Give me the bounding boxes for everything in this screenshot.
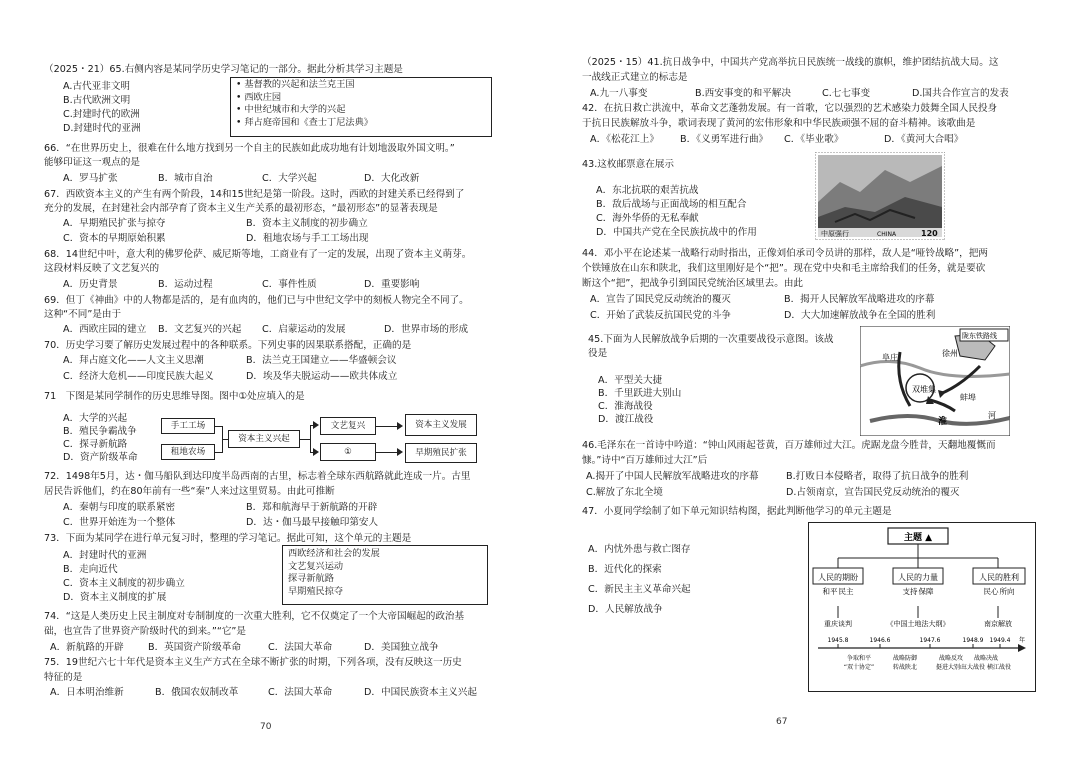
q66-option-d[interactable]: D．大化改新 — [364, 173, 420, 184]
timeline-event: 战略反攻 — [938, 655, 964, 662]
q47-option-c[interactable]: C．新民主主义革命兴起 — [588, 584, 691, 595]
q71-option-a[interactable]: A．大学的兴起 — [63, 413, 128, 424]
q46-option-c[interactable]: C.解放了东北全境 — [586, 487, 663, 498]
page-number: 70 — [260, 722, 272, 732]
q68-option-d[interactable]: D．重要影响 — [364, 279, 420, 290]
diagram-header: 人民的力量 — [898, 573, 938, 582]
q70-option-d[interactable]: D．埃及华夫脱运动——欧共体成立 — [246, 371, 398, 382]
q42-stem: 于抗日民族解放斗争，歌词表现了黄河的宏伟形象和中华民族顽强不屈的奋斗精神。该歌曲是 — [582, 118, 976, 129]
q71-option-d[interactable]: D．资产阶级革命 — [63, 452, 138, 463]
q73-option-a[interactable]: A．封建时代的亚洲 — [63, 550, 147, 561]
q75-option-d[interactable]: D．中国民族资本主义兴起 — [364, 687, 477, 698]
q69-stem: 这种“不同”是由于 — [44, 309, 122, 320]
q66-option-b[interactable]: B．城市自治 — [158, 173, 213, 184]
timeline-unit: 年 — [1018, 637, 1026, 644]
q73-note: 西欧经济和社会的发展 — [288, 548, 380, 559]
q42-option-d[interactable]: D．《黄河大合唱》 — [884, 134, 964, 145]
q74-option-c[interactable]: C．法国大革命 — [268, 642, 333, 653]
q45-option-c[interactable]: C．淮海战役 — [598, 401, 653, 412]
q65-note: • 中世纪城市和大学的兴起 — [236, 104, 346, 115]
q68-option-a[interactable]: A．历史背景 — [63, 279, 118, 290]
q73-option-d[interactable]: D．资本主义制度的扩展 — [63, 592, 167, 603]
q70-option-a[interactable]: A．拜占庭文化——人文主义思潮 — [63, 355, 204, 366]
q73-option-c[interactable]: C．资本主义制度的初步确立 — [63, 578, 185, 589]
q73-note: 探寻新航路 — [288, 573, 334, 584]
q73-note: 文艺复兴运动 — [288, 560, 344, 572]
timeline-event: 三大战役 横江战役 — [961, 664, 1011, 671]
q71-node: 手工工场 — [161, 418, 215, 434]
q46-stem: 慷。”诗中“百万雄师过大江”后 — [582, 455, 708, 466]
q72-option-a[interactable]: A．秦朝与印度的联系紧密 — [63, 502, 176, 513]
q75-stem: 75．19世纪六七十年代是资本主义生产方式在全球不断扩张的时期，下列各项，没有反映这一历史 — [44, 657, 462, 668]
q65-note: • 基督教的兴起和法兰克王国 — [236, 79, 355, 90]
q65-note: • 西欧庄园 — [236, 91, 282, 103]
timeline-event: 战略防御 — [892, 655, 918, 662]
q41-option-c[interactable]: C.七七事变 — [822, 88, 871, 99]
map-label: 陇东铁路线 — [962, 332, 997, 340]
q73-note: 早期殖民掠夺 — [288, 585, 344, 597]
q69-option-a[interactable]: A．西欧庄园的建立 — [63, 324, 147, 335]
q75-stem: 特征的是 — [44, 672, 83, 683]
q71-option-c[interactable]: C．探寻新航路 — [63, 439, 128, 450]
q65-option-a[interactable]: A.古代亚非文明 — [63, 81, 131, 92]
q74-option-a[interactable]: A．新航路的开辟 — [50, 642, 124, 653]
diagram-sub: 保障 — [918, 587, 934, 596]
q73-stem: 73．下面为某同学在进行单元复习时，整理的学习笔记。据此可知，这个单元的主题是 — [44, 533, 412, 544]
q71-blank-node: ① — [320, 443, 376, 461]
q67-option-b[interactable]: B．资本主义制度的初步确立 — [246, 218, 368, 229]
q43-option-a[interactable]: A．东北抗联的艰苦抗战 — [596, 185, 699, 196]
q72-stem: 72．1498年5月，达・伽马船队到达印度半岛西南的古里，标志着全球东西航路就此连成一片。古里 — [44, 471, 471, 482]
q73-option-b[interactable]: B．走向近代 — [63, 564, 118, 575]
q72-option-b[interactable]: B．郑和航海早于新航路的开辟 — [246, 502, 378, 513]
q75-option-b[interactable]: B．俄国农奴制改革 — [155, 687, 239, 698]
stamp-country: CHINA — [877, 231, 897, 238]
diagram-header: 人民的期盼 — [818, 573, 858, 582]
q47-stem: 47．小夏同学绘制了如下单元知识结构图，据此判断他学习的单元主题是 — [582, 506, 892, 517]
q71-node: 文艺复兴 — [320, 417, 376, 435]
q41-option-d[interactable]: D.国共合作宣言的发表 — [912, 88, 1009, 99]
q65-notes-box — [230, 77, 492, 137]
q43-option-b[interactable]: B．敌后战场与正面战场的相互配合 — [596, 199, 747, 210]
timeline-event: 争取和平 — [846, 655, 872, 662]
diagram-sub: 民心 — [983, 587, 999, 596]
q46-option-a[interactable]: A.揭开了中国人民解放军战略进攻的序幕 — [586, 471, 759, 482]
q74-stem: 74．“这是人类历史上民主制度对专制制度的一次重大胜利，它不仅奠定了一个大帝国崛起的政治基 — [44, 611, 465, 622]
diagram-event: 《中国土地法大纲》 — [886, 620, 950, 628]
q71-node: 早期殖民扩张 — [405, 443, 477, 463]
q45-option-a[interactable]: A．平型关大捷 — [598, 375, 663, 386]
q74-stem: 础，也宣告了世界资产阶级时代的到来。”“它”是 — [44, 626, 246, 637]
q66-stem: 66．“在世界历史上，很难在什么地方找到另一个自主的民族如此成功地有计划地汲取外国文明。” — [44, 143, 455, 154]
q67-option-c[interactable]: C．资本的早期原始积累 — [63, 233, 166, 244]
q43-stem: 43.这枚邮票意在展示 — [582, 159, 675, 170]
q65-option-b[interactable]: B.古代欧洲文明 — [63, 95, 131, 106]
timeline-event: “双十协定” — [843, 664, 875, 671]
q72-option-c[interactable]: C．世界开始连为一个整体 — [63, 517, 176, 528]
diagram-title: 主题 ▲ — [903, 533, 933, 543]
q71-stem: 71 下图是某同学制作的历史思维导图。图中①处应填入的是 — [44, 391, 305, 402]
q44-option-c[interactable]: C．开始了武装反抗国民党的斗争 — [590, 310, 732, 321]
timeline-event: 挺进大别山 — [935, 664, 967, 671]
q45-stem: 役是 — [588, 348, 608, 359]
q68-stem: 68．14世纪中叶，意大利的佛罗伦萨、威尼斯等地，工商业有了一定的发展，出现了资本主义萌芽。 — [44, 249, 472, 260]
diagram-sub: 所向 — [999, 587, 1015, 596]
q42-stem: 42．在抗日救亡洪流中，革命文艺蓬勃发展。有一首歌，它以强烈的艺术感染力鼓舞全国人民投身 — [582, 103, 998, 114]
q44-stem: 44．邓小平在论述某一战略行动时指出，正像刘伯承司令员讲的那样，敌人是“哑铃战略”，把两 — [582, 248, 988, 259]
timeline-date: 1945.8 — [827, 637, 849, 644]
q70-stem: 70．历史学习要了解历史发展过程中的各种联系。下列史事的因果联系搭配，正确的是 — [44, 340, 412, 351]
timeline-date: 1949.4 — [989, 637, 1011, 644]
diagram-header: 人民的胜利 — [979, 573, 1019, 582]
q66-option-a[interactable]: A．罗马扩张 — [63, 173, 118, 184]
q45-battle-map — [860, 326, 1010, 436]
q44-option-d[interactable]: D．大大加速解放战争在全国的胜利 — [784, 310, 936, 321]
q68-stem: 这段材料反映了文艺复兴的 — [44, 263, 160, 274]
map-label: 双堆集 — [912, 385, 936, 394]
q71-node: 租地农场 — [161, 444, 215, 460]
q67-option-d[interactable]: D．租地农场与手工工场出现 — [246, 233, 369, 244]
q41-option-a[interactable]: A.九一八事变 — [590, 88, 648, 99]
q41-option-b[interactable]: B.西安事变的和平解决 — [695, 88, 791, 99]
right-page — [540, 0, 1080, 764]
q67-stem: 67．西欧资本主义的产生有两个阶段，14和15世纪是第一阶段。这时，西欧的封建关系已经得到了 — [44, 189, 465, 200]
q71-node: 资本主义兴起 — [228, 430, 300, 448]
q45-option-b[interactable]: B．千里跃进大别山 — [598, 388, 682, 399]
q71-option-b[interactable]: B．殖民争霸战争 — [63, 426, 137, 437]
map-label: 蚌埠 — [960, 393, 976, 402]
map-label: 阜庄 — [882, 353, 898, 362]
q47-knowledge-diagram — [808, 522, 1036, 692]
q65-option-d[interactable]: D.封建时代的亚洲 — [63, 123, 141, 134]
q67-stem: 充分的发展，在封建社会内部孕育了资本主义生产关系的最初形态，“最初形态”的显著表现是 — [44, 203, 438, 214]
timeline-event: 战略决战 — [973, 655, 999, 662]
q69-option-b[interactable]: B．文艺复兴的兴起 — [158, 324, 242, 335]
stamp-left-label: 中原强行 — [821, 230, 849, 238]
q44-stem: 断这个“把”，把战争引到国民党统治区域里去。由此 — [582, 278, 804, 289]
q42-option-b[interactable]: B．《义勇军进行曲》 — [680, 134, 769, 145]
q69-option-d[interactable]: D．世界市场的形成 — [384, 324, 469, 335]
q42-option-a[interactable]: A．《松花江上》 — [590, 134, 659, 145]
q72-stem: 居民告诉他们，约在80年前有一些“秦”人来过这里贸易。由此可推断 — [44, 486, 335, 497]
q43-stamp-image — [815, 152, 945, 240]
q46-option-d[interactable]: D.占领南京，宣告国民党反动统治的覆灭 — [786, 487, 960, 498]
q65-stem: （2025・21）65.右侧内容是某同学历史学习笔记的一部分。据此分析其学习主题是 — [44, 64, 403, 75]
q75-option-a[interactable]: A．日本明治维新 — [50, 687, 124, 698]
q44-option-b[interactable]: B．揭开人民解放军战略进攻的序幕 — [784, 294, 935, 305]
stamp-value: 120 — [921, 229, 938, 238]
q43-option-c[interactable]: C．海外华侨的无私奉献 — [596, 213, 699, 224]
q43-option-d[interactable]: D．中国共产党在全民族抗战中的作用 — [596, 227, 757, 238]
map-label: 河 — [988, 411, 996, 420]
q74-option-d[interactable]: D．美国独立战争 — [364, 642, 439, 653]
q47-option-a[interactable]: A．内忧外患与救亡图存 — [588, 544, 691, 555]
q72-option-d[interactable]: D．达・伽马最早接触印第安人 — [246, 517, 379, 528]
timeline-date: 1948.9 — [962, 637, 984, 644]
q41-stem: 一战线正式建立的标志是 — [582, 72, 688, 83]
q69-option-c[interactable]: C．启蒙运动的发展 — [262, 324, 346, 335]
q70-option-b[interactable]: B．法兰克王国建立——华盛顿会议 — [246, 355, 397, 366]
diagram-sub: 支持 — [902, 587, 918, 596]
q68-option-c[interactable]: C．事件性质 — [262, 279, 317, 290]
diagram-event: 重庆谈判 — [824, 620, 852, 628]
q46-stem: 46.毛泽东在一首诗中吟道：“钟山风雨起苍黄，百万雄师过大江。虎踞龙盘今胜昔，天翻地覆慨而 — [582, 440, 996, 451]
q45-stem: 45.下面为人民解放战争后期的一次重要战役示意图。该战 — [588, 334, 834, 345]
q44-option-a[interactable]: A．宣告了国民党反动统治的覆灭 — [590, 294, 731, 305]
timeline-event: 转战陕北 — [892, 664, 918, 671]
q69-stem: 69．但丁《神曲》中的人物都是活的，是有血肉的，他们已与中世纪文学中的刻板人物完全不同了。 — [44, 295, 469, 306]
q75-option-c[interactable]: C．法国大革命 — [268, 687, 333, 698]
q73-notes-box — [282, 545, 488, 605]
q65-note: • 拜占庭帝国和《查士丁尼法典》 — [236, 116, 373, 128]
q44-stem: 个铁锤放在山东和陕北，我们这里刚好是个“把”。现在党中央和毛主席给我们的任务，就是要砍 — [582, 263, 986, 274]
q67-option-a[interactable]: A．早期殖民扩张与掠夺 — [63, 218, 166, 229]
q71-node: 资本主义发展 — [405, 414, 477, 436]
q47-option-d[interactable]: D．人民解放战争 — [588, 604, 663, 615]
q65-option-c[interactable]: C.封建时代的欧洲 — [63, 109, 140, 120]
diagram-sub: 和平 — [822, 587, 838, 596]
q46-option-b[interactable]: B.打败日本侵略者，取得了抗日战争的胜利 — [786, 471, 969, 482]
q45-option-d[interactable]: D．渡江战役 — [598, 414, 654, 425]
map-label: 淮 — [938, 417, 948, 427]
q47-option-b[interactable]: B．近代化的探索 — [588, 564, 662, 575]
timeline-date: 1946.6 — [869, 637, 891, 644]
q68-option-b[interactable]: B．运动过程 — [158, 279, 213, 290]
diagram-sub: 民主 — [838, 587, 854, 596]
page-number: 67 — [776, 717, 788, 727]
diagram-event: 南京解放 — [984, 620, 1012, 628]
q70-option-c[interactable]: C．经济大危机——印度民族大起义 — [63, 371, 214, 382]
q66-option-c[interactable]: C．大学兴起 — [262, 173, 317, 184]
map-label: 徐州 — [942, 349, 958, 358]
q66-stem: 能够印证这一观点的是 — [44, 157, 140, 168]
timeline-date: 1947.6 — [919, 637, 941, 644]
q42-option-c[interactable]: C．《毕业歌》 — [784, 134, 844, 145]
q74-option-b[interactable]: B．英国资产阶级革命 — [148, 642, 241, 653]
q41-stem: （2025・15）41.抗日战争中，中国共产党高举抗日民族统一战线的旗帜，维护团结抗战大局。这 — [582, 57, 999, 68]
